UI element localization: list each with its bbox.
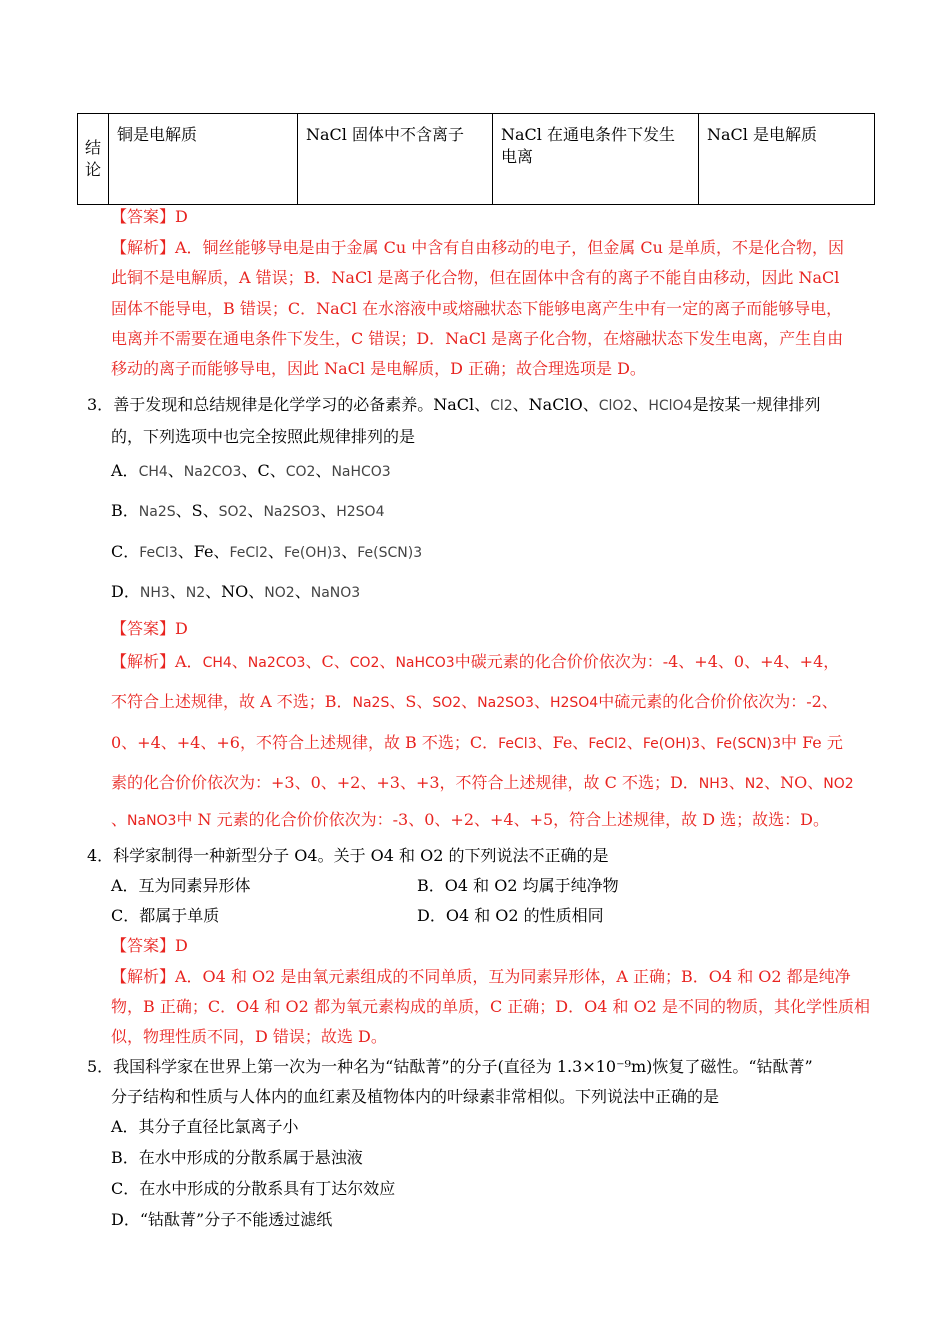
q3-analysis-line (111, 772, 854, 795)
formula: FeCl3 (498, 736, 537, 752)
analysis-text: 中 N 元素的化合价价依次为：-3、0、+2、+4、+5，符合上述规律，故 D 选；故选：D。 (176, 810, 829, 829)
q3-analysis-line (111, 691, 838, 714)
analysis-text: 素的化合价价依次为：+3、0、+2、+3、+3，不符合上述规律，故 C 不选；D． (111, 773, 699, 792)
q3-answer: 【答案】D (111, 619, 188, 638)
formula: Cl2 (490, 398, 513, 414)
analysis-text: 不符合上述规律，故 A 不选；B． (111, 692, 353, 711)
option-text: 、 (294, 582, 311, 601)
formula: Fe(OH)3 (283, 545, 342, 561)
q2-analysis-line: 移动的离子而能够导电，因此 NaCl 是电解质，D 正确；故合理选项是 D。 (111, 359, 646, 378)
conclusion-table (77, 113, 875, 205)
analysis-text: 、 (533, 692, 550, 711)
q4-analysis-line: 似，物理性质不同，D 错误；故选 D。 (111, 1027, 387, 1046)
formula: FeCl3 (139, 545, 178, 561)
formula: Na2SO3 (263, 504, 321, 520)
formula: NaNO3 (310, 585, 361, 601)
formula: Na2SO3 (477, 695, 534, 711)
formula: FeCl2 (229, 545, 268, 561)
formula: FeCl2 (588, 736, 627, 752)
analysis-text: 中 Fe 元 (780, 733, 843, 752)
analysis-text: 、Fe、 (536, 733, 589, 752)
q5-stem-line: 分子结构和性质与人体内的血红素及植物体内的叶绿素非常相似。下列说法中正确的是 (111, 1087, 720, 1106)
formula: Na2S (138, 504, 176, 520)
analysis-text: 、 (728, 773, 745, 792)
option-text: D． (111, 582, 140, 601)
option-text: B． (111, 501, 139, 520)
formula: NH3 (139, 585, 170, 601)
q4-option-a: A．互为同素异形体 (111, 876, 251, 895)
option-text: 、 (167, 461, 184, 480)
option-text: 、S、 (175, 501, 219, 520)
analysis-text: 【解析】A． (111, 652, 203, 671)
q5-option: A．其分子直径比氯离子小 (111, 1117, 299, 1136)
q4-stem: 4．科学家制得一种新型分子 O4。关于 O4 和 O2 的下列说法不正确的是 (87, 846, 609, 865)
q5-stem-line: 5．我国科学家在世界上第一次为一种名为“钴酞菁”的分子(直径为 1.3×10⁻⁹m)恢复了磁性。“钴酞菁” (87, 1057, 813, 1076)
formula: NO2 (264, 585, 295, 601)
analysis-text: 、 (231, 652, 248, 671)
option-text: 、C、 (241, 461, 286, 480)
q4-answer: 【答案】D (111, 936, 188, 955)
formula: NaNO3 (127, 813, 177, 829)
q3-option-a (111, 460, 391, 483)
option-text: 、 (169, 582, 186, 601)
analysis-text: 、 (461, 692, 478, 711)
formula: H2SO4 (336, 504, 385, 520)
table-cell: NaCl 在通电条件下发生电离 (493, 114, 699, 205)
q4-option-d: D．O4 和 O2 的性质相同 (417, 906, 604, 925)
formula: NO2 (823, 776, 854, 792)
option-text: 、Fe、 (177, 542, 230, 561)
q3-option-d (111, 581, 360, 604)
table-cell: NaCl 固体中不含离子 (298, 114, 493, 205)
formula: HClO4 (648, 398, 693, 414)
q2-analysis-line: 此铜不是电解质，A 错误；B．NaCl 是离子化合物，但在固体中含有的离子不能自由移动，因此 NaCl (111, 268, 840, 287)
q2-analysis-line: 固体不能导电，B 错误；C．NaCl 在水溶液中或熔融状态下能够电离产生中有一定的离子而能够导电， (111, 299, 843, 318)
q4-option-c: C．都属于单质 (111, 906, 220, 925)
q3-option-b (111, 500, 384, 523)
formula: NH3 (698, 776, 729, 792)
formula: CH4 (138, 464, 168, 480)
q5-option: D．“钴酞菁”分子不能透过滤纸 (111, 1210, 333, 1229)
formula: N2 (185, 585, 206, 601)
formula: H2SO4 (549, 695, 599, 711)
option-text: 、 (341, 542, 358, 561)
q2-analysis-line: 电离并不需要在通电条件下发生，C 错误；D．NaCl 是离子化合物，在熔融状态下发生电离，产生自由 (111, 329, 844, 348)
analysis-text: 、 (111, 810, 128, 829)
q5-option: C．在水中形成的分散系具有丁达尔效应 (111, 1179, 396, 1198)
q4-option-b: B．O4 和 O2 均属于纯净物 (417, 876, 619, 895)
table-row (78, 114, 875, 205)
row-label (78, 114, 109, 205)
formula: ClO2 (598, 398, 633, 414)
q3-stem-text: 、NaClO、 (512, 395, 599, 414)
q3-analysis-line (111, 809, 829, 832)
option-text: 、NO、 (205, 582, 265, 601)
formula: Na2CO3 (247, 655, 306, 671)
analysis-text: 中碳元素的化合价价依次为：-4、+4、0、+4、+4， (454, 652, 840, 671)
formula: NaHCO3 (331, 464, 391, 480)
formula: CO2 (349, 655, 380, 671)
analysis-text: 、NO、 (764, 773, 824, 792)
analysis-text: 、 (626, 733, 643, 752)
formula: NaHCO3 (395, 655, 455, 671)
row-label-line: 结 (84, 138, 101, 157)
analysis-text: 、S、 (389, 692, 433, 711)
analysis-text: 、 (379, 652, 396, 671)
formula: SO2 (432, 695, 462, 711)
analysis-text: 0、+4、+4、+6，不符合上述规律，故 B 不选；C． (111, 733, 499, 752)
table-cell: NaCl 是电解质 (699, 114, 875, 205)
formula: Fe(SCN)3 (716, 736, 781, 752)
q3-stem-line: 的，下列选项中也完全按照此规律排列的是 (111, 427, 416, 446)
q3-stem-text: 善于发现和总结规律是化学学习的必备素养。NaCl、 (113, 395, 491, 414)
q3-stem-line (87, 394, 820, 417)
option-text: 、 (247, 501, 264, 520)
q2-answer: 【答案】D (111, 207, 188, 226)
analysis-text: 、 (700, 733, 717, 752)
table-cell: 铜是电解质 (109, 114, 298, 205)
q3-analysis-line (111, 732, 843, 755)
row-label-line: 论 (84, 160, 101, 179)
formula: Fe(SCN)3 (357, 545, 423, 561)
formula: CH4 (202, 655, 232, 671)
formula: Fe(OH)3 (642, 736, 701, 752)
q3-stem-text: 是按某一规律排列 (692, 395, 821, 414)
option-text: 、 (267, 542, 284, 561)
formula: Na2CO3 (183, 464, 242, 480)
option-text: A． (111, 461, 139, 480)
formula: Na2S (352, 695, 390, 711)
q5-option: B．在水中形成的分散系属于悬浊液 (111, 1148, 363, 1167)
q2-analysis-line: 【解析】A．铜丝能够导电是由于金属 Cu 中含有自由移动的电子，但金属 Cu 是单质，不是化合物，因 (111, 238, 844, 257)
option-text: 、 (315, 461, 332, 480)
q4-analysis-line: 物，B 正确；C．O4 和 O2 都为氧元素构成的单质，C 正确；D．O4 和 O2 是不同的物质，其化学性质相 (111, 997, 870, 1016)
option-text: 、 (320, 501, 337, 520)
q3-option-c (111, 541, 422, 564)
q3-analysis-line (111, 651, 839, 674)
option-text: C． (111, 542, 140, 561)
formula: N2 (744, 776, 765, 792)
analysis-text: 、C、 (305, 652, 350, 671)
q4-analysis-line: 【解析】A．O4 和 O2 是由氧元素组成的不同单质，互为同素异形体，A 正确；B．O4 和 O2 都是纯净 (111, 967, 851, 986)
analysis-text: 中硫元素的化合价价依次为：-2、 (598, 692, 838, 711)
formula: CO2 (285, 464, 316, 480)
q3-number: 3． (87, 395, 114, 414)
formula: SO2 (218, 504, 248, 520)
q3-stem-text: 、 (632, 395, 649, 414)
